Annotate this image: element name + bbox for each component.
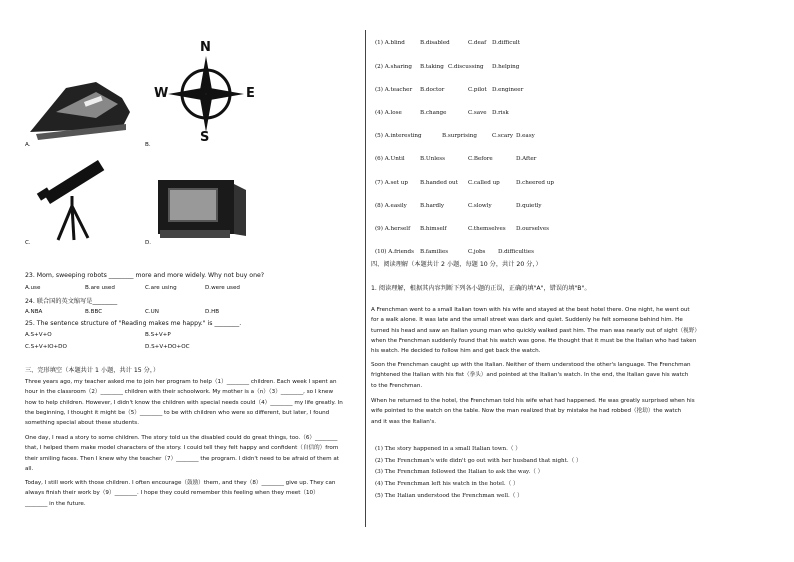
option-5-d: D.easy (516, 133, 535, 139)
question-23-option-b: B.are used (85, 285, 115, 291)
option-4-d: D.risk (492, 110, 509, 116)
question-25-option-a: A.S+V+O (25, 332, 52, 338)
option-10-b: B.families (420, 249, 449, 255)
option-7-c: C.called up (468, 180, 500, 186)
reading-line: Soon the Frenchman caught up with the Italian. Neither of them understood the other's language. The Frenchman (371, 362, 691, 368)
question-25-stem: 25. The sentence structure of "Reading makes me happy." is ________. (25, 320, 242, 327)
cloze-paragraph-3 (25, 478, 335, 509)
reading-heading: 四、阅读理解（本题共计 2 小题，每题 10 分，共计 20 分，） (371, 261, 542, 268)
question-24-option-d: D.HB (205, 309, 220, 315)
option-1-d: D.difficult (492, 40, 520, 46)
statement-2: (2) The Frenchman's wife didn't go out with her husband that night.（ ） (375, 458, 582, 464)
cloze-line: their smiling faces. Then I knew why the teacher（7）________ the program. I didn't need to be afraid of them at (25, 455, 339, 462)
option-10-c: C.jobs (468, 249, 486, 255)
cloze-line: hour in the classroom（2）________ children with their schoolwork. My mother is a（n）（3）________, so I knew (25, 389, 334, 396)
cloze-line: ________ in the future. (25, 500, 86, 507)
option-4-a: (4) A.lose (375, 110, 402, 116)
option-3-b: B.doctor (420, 87, 445, 93)
cloze-line: One day, I read a story to some children. The story told us the disabled could do great things, too.（6）________ (25, 435, 338, 441)
option-7-a: (7) A.set up (375, 180, 408, 186)
statement-5: (5) The Italian understood the Frenchman well.（ ） (375, 493, 523, 499)
option-6-c: C.Before (468, 156, 493, 162)
reading-line: wife pointed to the watch on the table. Now the man realized that by mistake he had robbed（抢劫）the watch (371, 408, 682, 415)
statement-3: (3) The Frenchman followed the Italian to ask the way.（ ） (375, 469, 544, 475)
question-24-stem: 24. 联合国的英文缩写是________ (25, 298, 118, 305)
question-23-option-c: C.are using (145, 285, 177, 291)
reading-line: and it was the Italian's. (371, 418, 437, 425)
reading-line: When he returned to the hotel, the Frenchman told his wife what had happened. He was greatly surprised when his (371, 398, 695, 404)
option-1-c: C.deaf (468, 40, 487, 46)
reading-line: his watch. He decided to follow him and get back the watch. (371, 348, 541, 355)
option-5-b: B.surprising (442, 133, 477, 139)
compass-w: W (154, 86, 169, 101)
compass-e: E (246, 86, 255, 101)
picture-telescope (34, 156, 112, 242)
option-8-d: D.quietly (516, 203, 542, 209)
cloze-line: something special about these students. (25, 420, 139, 427)
cloze-line: Today, I still work with those children. I often encourage（鼓励）them, and they（8）________ give up. They can (25, 480, 336, 486)
reading-line: when the Frenchman suddenly found that his watch was gone. He thought that it must be the Italian who had taken (371, 337, 697, 344)
label-c: C. (25, 240, 31, 246)
cloze-line: how to help children. However, I didn't know the children with special needs could（4）________ my life greatly. In (25, 399, 343, 406)
option-9-b: B.himself (420, 226, 447, 232)
reading-line: A Frenchman went to a small Italian town with his wife and stayed at the best hotel there. One night, he went out (371, 307, 690, 313)
cloze-paragraph-1 (25, 377, 343, 428)
question-23-stem: 23. Mom, sweeping robots ________ more and more widely. Why not buy one? (25, 272, 265, 279)
question-23-option-d: D.were used (205, 285, 240, 291)
option-1-b: B.disabled (420, 40, 450, 46)
option-9-c: C.themselves (468, 226, 506, 232)
option-3-a: (3) A.teacher (375, 87, 413, 93)
option-2-c: C.discussing (448, 64, 484, 70)
question-25-option-d: D.S+V+DO+OC (145, 344, 190, 350)
label-b: B. (145, 142, 151, 148)
label-d: D. (145, 240, 152, 246)
option-8-c: C.slowly (468, 203, 492, 209)
option-3-c: C.pilot (468, 87, 487, 93)
cloze-line: that, I helped them make model characters of the story. I could tell they felt happy and confident（自信的）from (25, 445, 339, 452)
question-25-option-c: C.S+V+IO+DO (25, 344, 67, 350)
option-1-a: (1) A.blind (375, 40, 405, 46)
picture-computer (156, 178, 248, 240)
option-5-a: (5) A.interesting (375, 133, 422, 139)
option-10-d: D.difficulties (498, 249, 534, 255)
column-divider (365, 30, 366, 527)
cloze-line: all. (25, 465, 34, 472)
cloze-paragraph-2 (25, 433, 339, 474)
option-9-a: (9) A.herself (375, 226, 411, 232)
picture-train (26, 72, 138, 144)
option-3-d: D.engineer (492, 87, 524, 93)
option-4-c: C.save (468, 110, 487, 116)
reading-line: for a walk alone. It was late and the small street was dark and quiet. Suddenly he felt someone behind him. He (371, 317, 683, 324)
option-7-d: D.cheered up (516, 180, 554, 186)
option-4-b: B.change (420, 110, 447, 116)
statement-4: (4) The Frenchman left his watch in the hotel.（ ） (375, 481, 519, 487)
label-a: A. (25, 142, 31, 148)
statement-1: (1) The story happened in a small Italian town.（ ） (375, 446, 521, 452)
reading-paragraph-1 (371, 305, 700, 356)
option-9-d: D.ourselves (516, 226, 550, 232)
option-5-c: C.scary (492, 133, 514, 139)
picture-compass (152, 42, 260, 146)
option-8-b: B.hardly (420, 203, 445, 209)
reading-paragraph-2 (371, 360, 691, 391)
option-7-b: B.handed out (420, 180, 458, 186)
reading-line: frightened the Italian with his fist（拳头）and pointed at the Italian's watch. In the end, the Italian gave his watch (371, 372, 689, 379)
cloze-line: the beginning, I thought it might be（5）________ to be with children who were so different, but later, I found (25, 409, 330, 416)
option-2-d: D.helping (492, 64, 520, 70)
option-6-a: (6) A.Until (375, 156, 405, 162)
reading-paragraph-3 (371, 396, 695, 427)
option-8-a: (8) A.easily (375, 203, 407, 209)
cloze-line: always finish their work by（9）________. I hope they could remember this feeling when they meet（10） (25, 490, 319, 497)
reading-instruction: 1. 阅读理解，根据其内容判断下列各小题的正误，正确的填"A"，错误的填"B"。 (371, 285, 591, 292)
cloze-heading: 三、完形填空（本题共计 1 小题，共计 15 分，） (25, 367, 160, 374)
reading-line: turned his head and saw an Italian young man who quickly walked past him. The man was nearly out of sight（视野） (371, 327, 700, 334)
question-25-option-b: B.S+V+P (145, 332, 171, 338)
option-2-b: B.taking (420, 64, 444, 70)
option-6-d: D.After (516, 156, 537, 162)
option-2-a: (2) A.sharing (375, 64, 412, 70)
reading-line: to the Frenchman. (371, 382, 423, 389)
compass-n: N (200, 40, 211, 55)
question-24-option-c: C.UN (145, 309, 159, 315)
question-24-option-a: A.NBA (25, 309, 43, 315)
cloze-line: Three years ago, my teacher asked me to join her program to help（1）________ children. Each week I spent an (25, 379, 337, 385)
option-6-b: B.Unless (420, 156, 446, 162)
question-23-option-a: A.use (25, 285, 41, 291)
option-10-a: (10) A.friends (375, 249, 414, 255)
compass-s: S (200, 130, 210, 145)
question-24-option-b: B.BBC (85, 309, 103, 315)
